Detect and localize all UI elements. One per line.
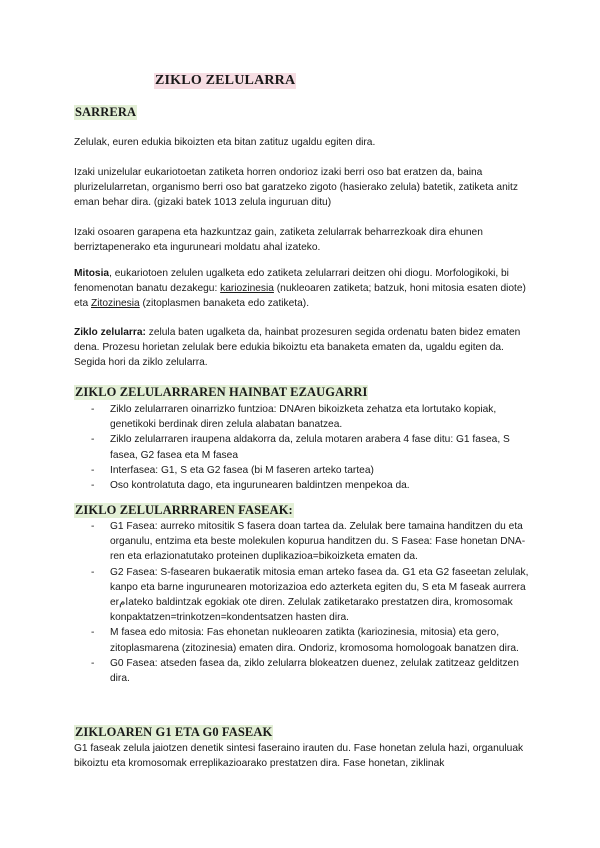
section-heading-g1g0: ZIKLOAREN G1 ETA G0 FASEAK [75, 725, 273, 739]
paragraph: Izaki unizelular eukariotoetan zatiketa horren ondorioz izaki berri oso bat eratzen da, baina plurizelularretan, organismo berri oso bat garatzeko zigoto (hasierako zelula) batetik, zatiketa anitz eman behar dira. (gizaki batek 1013 zelula inguruan ditu) [74, 167, 518, 209]
paragraph: Zelulak, euren edukia bikoizten eta bitan zatituz ugaldu egiten dira. [74, 137, 376, 148]
term-kariozinesia: kariozinesia [220, 283, 274, 295]
term-ziklo-zelularra: Ziklo zelularra: [74, 327, 146, 338]
term-mitosia: Mitosia [74, 268, 110, 279]
dash-bullet: - [91, 566, 95, 578]
list-item: - G0 Fasea: atseden fasea da, ziklo zelularra blokeatzen duenez, zelulak zatitzeaz gelditzen dira. [91, 657, 519, 685]
paragraph-mitosia: Mitosia, eukariotoen zelulen ugalketa edo zatiketa zelularrari deitzen ohi diogu. Morfologikoki, bi fenomenotan banatu dezakegu: kariozinesia (nukleoaren zatiketa; batzuk, honi mitosia esaten diote) eta Zitozinesia (zitoplasmen banaketa edo zatiketa). [74, 268, 526, 310]
dash-bullet: - [91, 521, 95, 532]
dash-bullet: - [91, 657, 95, 669]
paragraph-ziklo: Ziklo zelularra: zelula baten ugalketa da, hainbat prozesuren segida ordenatu baten bidez ematen dena. Prozesu horietan zelulak bere edukia bikoiztu eta banaketa ematen da, ugaldu egiten da. Segida hori da ziklo zelularra. [74, 327, 521, 369]
list-item: - M fasea edo mitosia: Fas ehonetan nukleoaren zatikta (kariozinesia, mitosia) eta gero, zitoplasmarena (zitozinesia) ematen dira. Ondoriz, kromosoma homologoak banatzen dira. [91, 627, 519, 654]
list-item: - Ziklo zelularraren oinarrizko funtzioa: DNAren bikoizketa zehatza eta lortutako kopiak, genetikoki berdinak diren zelula alabatan banatzea. [91, 404, 497, 431]
list-item: - Interfasea: G1, S eta G2 fasea (bi M faseren arteko tartea) [74, 463, 534, 478]
list-item: - G2 Fasea: S-fasearen bukaeratik mitosia eman arteko fasea da. G1 eta G2 faseetan zelulak, kanpo eta barne ingurunearen motorizazioa edo azterketa egiten du, S eta M faseak aurrera erامateko baldintzak egokiak ote diren. Zelulak zatiketarako prestatzen dira, kromosomak konpaktatzen=trinkotzen=kondentsatzen hasten dira. [91, 566, 529, 624]
dash-bullet: - [91, 464, 95, 476]
faseak-list [74, 519, 534, 686]
section-heading-ezaugarri: ZIKLO ZELULARRAREN HAINBAT EZAUGARRI [75, 385, 368, 399]
paragraph: Izaki osoaren garapena eta hazkuntzaz gain, zatiketa zelularrak beharrezkoak dira ehunen berriztapenerako eta inguruneari moldatu ahal izateko. [74, 227, 483, 254]
list-item: - G1 Fasea: aurreko mitositik S fasera doan tartea da. Zelulak bere tamaina handitzen du eta organulu, entzima eta beste molekulen kopurua handitzen du. S Fasea: Fase honetan DNA-ren eta erlazionatutako proteinen duplikazioa=bikoizketa ematen da. [91, 521, 526, 563]
term-zitozinesia: Zitozinesia [91, 298, 140, 310]
dash-bullet: - [91, 404, 95, 415]
section-heading-faseak: ZIKLO ZELULARRRAREN FASEAK: [75, 503, 293, 517]
section-heading-sarrera: SARRERA [75, 105, 137, 119]
paragraph: G1 faseak zelula jaiotzen denetik sintesi faseraino irauten du. Fase honetan zelula hazi, organuluak bikoiztu eta kromosomak erreplikazioarako prestatzen dira. Fase honetan, ziklinak [74, 743, 524, 770]
page-title: ZIKLO ZELULARRA [155, 73, 296, 88]
dash-bullet: - [91, 434, 95, 446]
dash-bullet: - [91, 480, 95, 492]
list-item: - Oso kontrolatuta dago, eta ingurunearen baldintzen menpekoa da. [74, 478, 534, 493]
ezaugarri-list [74, 402, 534, 493]
list-item: - Ziklo zelularraren iraupena aldakorra da, zelula motaren arabera 4 fase ditu: G1 fasea, S fasea, G2 fasea eta M fasea [91, 434, 510, 461]
dash-bullet: - [91, 627, 95, 639]
